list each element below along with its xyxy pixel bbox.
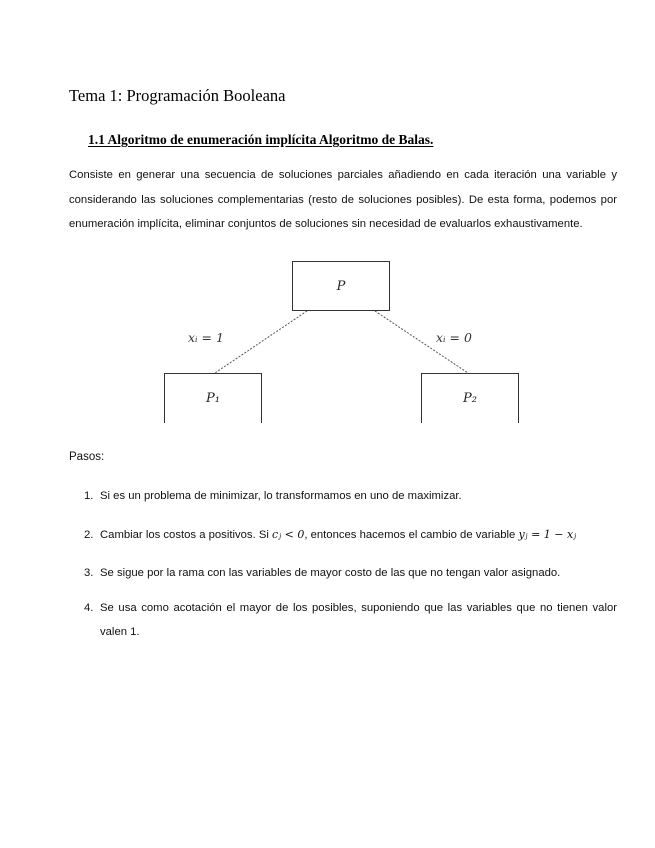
step-text: Cambiar los costos a positivos. Si <box>100 528 269 541</box>
list-item <box>84 596 617 645</box>
list-item <box>84 523 617 548</box>
list-item <box>84 484 617 509</box>
math-condition: cⱼ < 0 <box>272 527 305 541</box>
step-number: 1. <box>84 490 94 502</box>
left-child-node: P₁ <box>164 373 262 423</box>
step-text-middle: , entonces hacemos el cambio de variable <box>304 528 516 541</box>
step-text: Se usa como acotación el mayor de los posibles, suponiendo que las variables que no tienen valor valen 1. <box>100 601 617 638</box>
left-branch-edge <box>215 311 307 373</box>
step-number: 3. <box>84 567 94 579</box>
right-edge-label: xᵢ = 0 <box>436 330 472 345</box>
step-number: 4. <box>84 601 94 614</box>
branch-diagram <box>160 255 530 430</box>
list-item <box>84 561 617 586</box>
step-number: 2. <box>84 528 94 541</box>
right-child-node: P₂ <box>421 373 519 423</box>
root-node: P <box>292 261 390 311</box>
math-variable-change: yⱼ = 1 − xⱼ <box>518 527 577 541</box>
section-heading: 1.1 Algoritmo de enumeración implícita Algoritmo de Balas. <box>88 132 434 147</box>
step-text: Si es un problema de minimizar, lo transformamos en uno de maximizar. <box>100 490 462 502</box>
step-text: Se sigue por la rama con las variables de mayor costo de las que no tengan valor asignado. <box>100 567 561 579</box>
intro-paragraph: Consiste en generar una secuencia de soluciones parciales añadiendo en cada iteración una variable y considerando las soluciones complementarias (resto de soluciones posibles). De esta forma, podemos por enumeración implícita, eliminar conjuntos de soluciones sin necesidad de evaluarlos exhaustivamente. <box>69 169 617 230</box>
steps-list <box>84 484 617 645</box>
steps-heading: Pasos: <box>69 451 105 463</box>
left-edge-label: xᵢ = 1 <box>188 330 224 345</box>
page-title: Tema 1: Programación Booleana <box>69 86 286 105</box>
